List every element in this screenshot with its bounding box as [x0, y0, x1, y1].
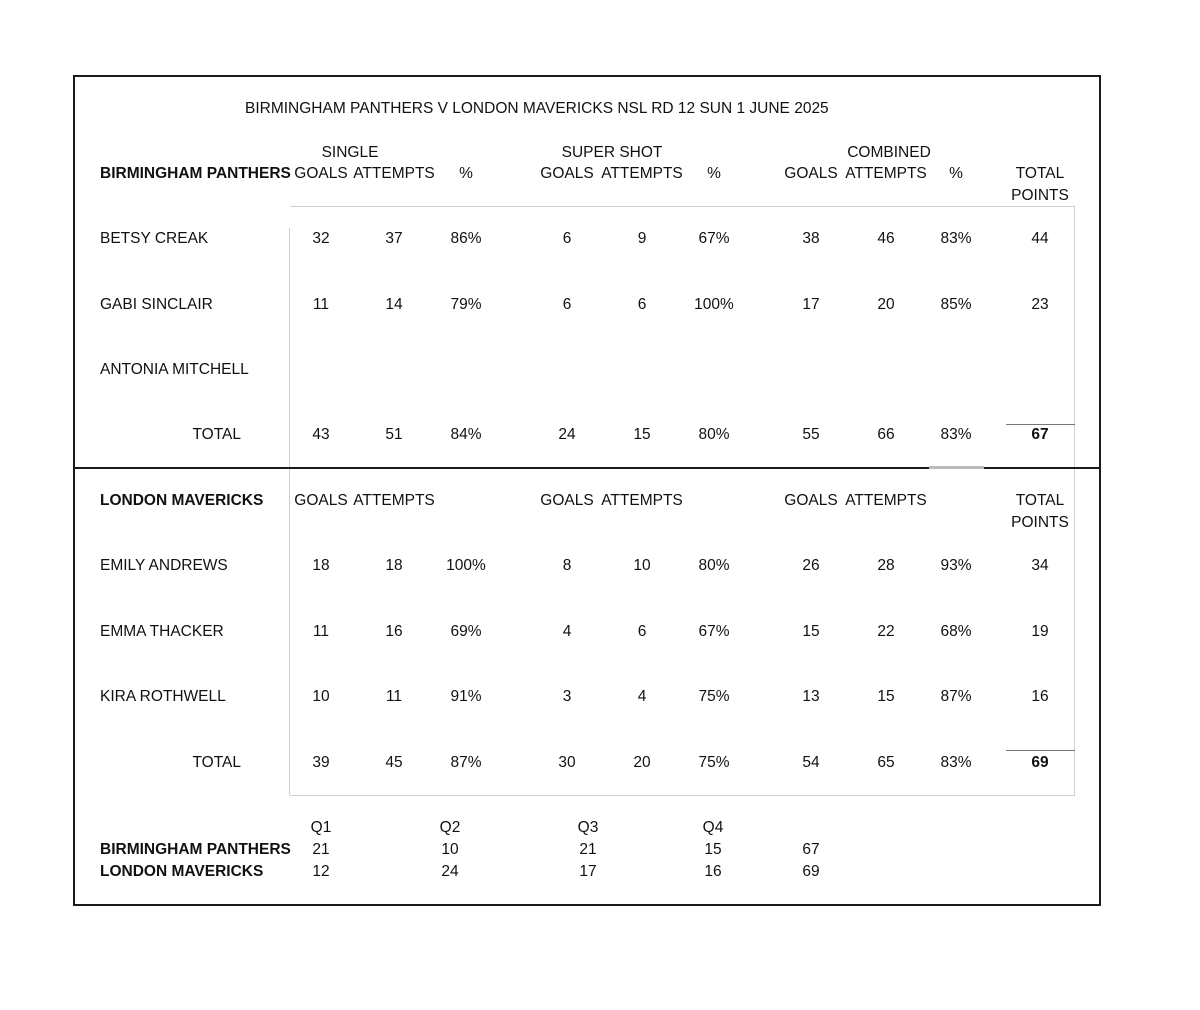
team-total-points: 67 [1031, 426, 1049, 443]
bp-col-attempts: ATTEMPTS [601, 165, 683, 182]
bp-col-goals: GOALS [294, 165, 348, 182]
quarter-team-name: BIRMINGHAM PANTHERS [100, 841, 291, 858]
total-cell: 15 [633, 426, 651, 443]
table-bottom-border [290, 795, 1075, 796]
lm-col-goals: GOALS [540, 492, 594, 509]
total-cell: 87% [450, 754, 482, 771]
lm-col-goals: GOALS [294, 492, 348, 509]
scoresheet-frame [73, 75, 1101, 906]
lm-col-points: POINTS [1011, 514, 1069, 531]
total-label: TOTAL [192, 754, 241, 771]
stat-cell: 18 [312, 557, 330, 574]
stat-cell: 11 [385, 688, 403, 705]
quarter-score: 15 [704, 841, 722, 858]
stat-cell: 91% [450, 688, 482, 705]
total-cell: 51 [385, 426, 403, 443]
table-left-border [289, 228, 290, 795]
player-name: EMMA THACKER [100, 623, 224, 640]
stat-cell: 14 [385, 296, 403, 313]
quarter-score: 10 [441, 841, 459, 858]
bp-col-goals: GOALS [784, 165, 838, 182]
stat-cell: 32 [312, 230, 330, 247]
quarter-label: Q4 [702, 819, 724, 836]
team-name: LONDON MAVERICKS [100, 492, 264, 509]
lm-col-attempts: ATTEMPTS [845, 492, 927, 509]
total-cell: 83% [940, 426, 972, 443]
total-cell: 84% [450, 426, 482, 443]
total-label: TOTAL [192, 426, 241, 443]
stat-cell: 67% [698, 623, 730, 640]
total-points-rule [1006, 750, 1075, 751]
table-right-border [1074, 206, 1075, 795]
total-cell: 75% [698, 754, 730, 771]
stat-cell: 4 [562, 623, 572, 640]
page-title: BIRMINGHAM PANTHERS V LONDON MAVERICKS NSL RD 12 SUN 1 JUNE 2025 [245, 100, 829, 117]
stat-cell: 83% [940, 230, 972, 247]
bp-col-total: TOTAL [1015, 165, 1065, 182]
bp-col-pct: % [949, 165, 963, 182]
stat-cell: 38 [802, 230, 820, 247]
bp-col-attempts: ATTEMPTS [353, 165, 435, 182]
quarter-score: 21 [312, 841, 330, 858]
quarter-final-score: 69 [802, 863, 820, 880]
divider-shade [929, 466, 984, 469]
quarter-score: 12 [312, 863, 330, 880]
player-name: EMILY ANDREWS [100, 557, 228, 574]
lm-col-goals: GOALS [784, 492, 838, 509]
stat-cell: 23 [1031, 296, 1049, 313]
stat-cell: 6 [562, 296, 572, 313]
player-name: BETSY CREAK [100, 230, 209, 247]
quarter-score: 17 [579, 863, 597, 880]
quarter-team-name: LONDON MAVERICKS [100, 863, 264, 880]
stat-cell: 34 [1031, 557, 1049, 574]
team-total-points: 69 [1031, 754, 1049, 771]
group-label-single: SINGLE [321, 144, 379, 161]
stat-cell: 100% [694, 296, 734, 313]
quarter-final-score: 67 [802, 841, 820, 858]
stat-cell: 80% [698, 557, 730, 574]
stat-cell: 6 [637, 296, 647, 313]
total-cell: 30 [558, 754, 576, 771]
bp-col-goals: GOALS [540, 165, 594, 182]
stat-cell: 16 [1031, 688, 1049, 705]
stat-cell: 15 [877, 688, 895, 705]
stat-cell: 46 [877, 230, 895, 247]
total-cell: 55 [802, 426, 820, 443]
stat-cell: 10 [312, 688, 330, 705]
stat-cell: 22 [877, 623, 895, 640]
stat-cell: 67% [698, 230, 730, 247]
team-name: BIRMINGHAM PANTHERS [100, 165, 291, 182]
stat-cell: 85% [940, 296, 972, 313]
stat-cell: 6 [637, 623, 647, 640]
stat-cell: 68% [940, 623, 972, 640]
player-name: KIRA ROTHWELL [100, 688, 226, 705]
stat-cell: 11 [312, 623, 330, 640]
stat-cell: 93% [940, 557, 972, 574]
stat-cell: 20 [877, 296, 895, 313]
stat-cell: 18 [385, 557, 403, 574]
stat-cell: 8 [562, 557, 572, 574]
stat-cell: 69% [450, 623, 482, 640]
quarter-score: 24 [441, 863, 459, 880]
stat-cell: 44 [1031, 230, 1049, 247]
stat-cell: 6 [562, 230, 572, 247]
group-label-combined: COMBINED [847, 144, 931, 161]
total-cell: 80% [698, 426, 730, 443]
bp-col-attempts: ATTEMPTS [845, 165, 927, 182]
stat-cell: 37 [385, 230, 403, 247]
stat-cell: 100% [446, 557, 486, 574]
total-cell: 24 [558, 426, 576, 443]
lm-col-attempts: ATTEMPTS [601, 492, 683, 509]
total-cell: 65 [877, 754, 895, 771]
bp-col-pct: % [707, 165, 721, 182]
stat-cell: 11 [312, 296, 330, 313]
stat-cell: 75% [698, 688, 730, 705]
stat-cell: 4 [637, 688, 647, 705]
lm-col-attempts: ATTEMPTS [353, 492, 435, 509]
table-top-border [290, 206, 1075, 207]
stat-cell: 87% [940, 688, 972, 705]
stat-cell: 86% [450, 230, 482, 247]
quarter-label: Q1 [310, 819, 332, 836]
stat-cell: 17 [802, 296, 820, 313]
total-cell: 54 [802, 754, 820, 771]
quarter-score: 16 [704, 863, 722, 880]
total-points-rule [1006, 424, 1075, 425]
player-name: ANTONIA MITCHELL [100, 361, 249, 378]
stat-cell: 13 [802, 688, 820, 705]
group-label-super-shot: SUPER SHOT [561, 144, 663, 161]
total-cell: 39 [312, 754, 330, 771]
stat-cell: 79% [450, 296, 482, 313]
quarter-label: Q2 [439, 819, 461, 836]
stat-cell: 19 [1031, 623, 1049, 640]
quarter-score: 21 [579, 841, 597, 858]
total-cell: 20 [633, 754, 651, 771]
player-name: GABI SINCLAIR [100, 296, 213, 313]
stat-cell: 10 [633, 557, 651, 574]
total-cell: 43 [312, 426, 330, 443]
bp-col-points: POINTS [1011, 187, 1069, 204]
total-cell: 45 [385, 754, 403, 771]
stat-cell: 26 [802, 557, 820, 574]
lm-col-total: TOTAL [1015, 492, 1065, 509]
quarter-label: Q3 [577, 819, 599, 836]
total-cell: 66 [877, 426, 895, 443]
stat-cell: 16 [385, 623, 403, 640]
stat-cell: 15 [802, 623, 820, 640]
total-cell: 83% [940, 754, 972, 771]
bp-col-pct: % [459, 165, 473, 182]
stat-cell: 9 [637, 230, 647, 247]
stat-cell: 28 [877, 557, 895, 574]
stat-cell: 3 [562, 688, 572, 705]
